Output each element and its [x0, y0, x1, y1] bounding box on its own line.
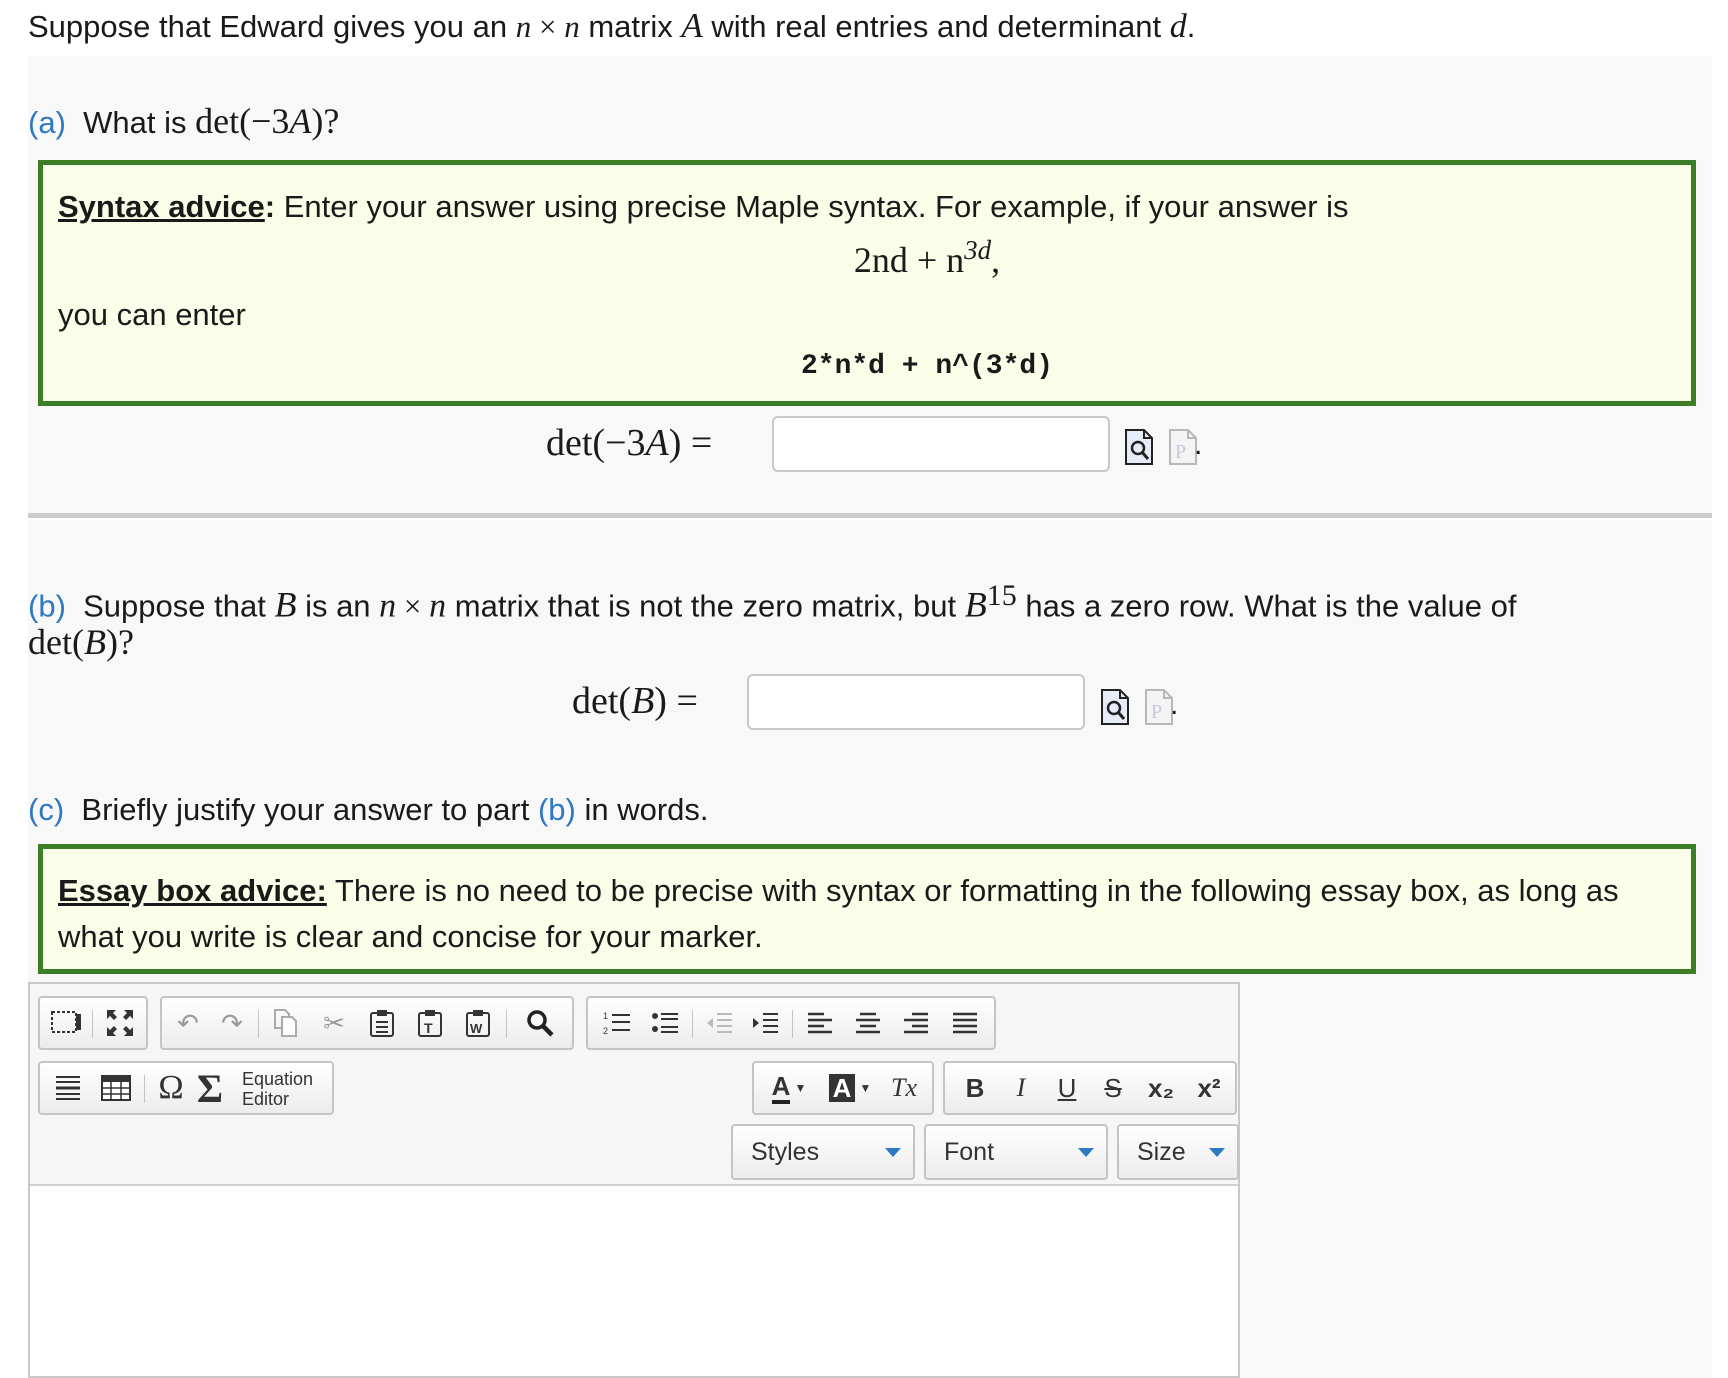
- intro-n2: n: [564, 9, 580, 44]
- preview-icon[interactable]: [1100, 688, 1130, 726]
- underline-button[interactable]: U: [1057, 1072, 1077, 1103]
- equation-editor-label1: Equation: [242, 1069, 314, 1089]
- paste-icon[interactable]: [358, 998, 406, 1048]
- part-b-answer-input[interactable]: [747, 674, 1085, 730]
- part-a-eq-A: A: [645, 422, 669, 464]
- intro-d: d: [1169, 8, 1187, 45]
- superscript-button[interactable]: x²: [1197, 1072, 1221, 1103]
- part-b-eq-B: B: [631, 680, 655, 722]
- syntax-advice-heading: Syntax advice: [58, 189, 265, 224]
- toolbar-group-insert: [38, 1061, 334, 1115]
- intro-text2: matrix: [579, 9, 682, 44]
- syntax-advice-text: Enter your answer using precise Maple syntax. For example, if your answer is: [275, 189, 1349, 224]
- part-b-line2-B: B: [83, 622, 106, 662]
- source-icon[interactable]: [44, 998, 90, 1048]
- intro-A: A: [681, 6, 703, 45]
- part-b-text1: Suppose that: [83, 588, 275, 624]
- part-a-question-text: What is: [83, 105, 196, 140]
- part-b-B2: B: [964, 584, 987, 625]
- part-a-question: [28, 99, 339, 145]
- styles-dropdown[interactable]: [731, 1124, 915, 1180]
- part-b-B: B: [274, 584, 297, 625]
- part-b-period: .: [1170, 688, 1179, 721]
- indent-icon[interactable]: [742, 998, 788, 1048]
- remove-format-button[interactable]: Tx: [891, 1073, 917, 1102]
- align-center-icon[interactable]: [844, 998, 892, 1048]
- part-b-equation: [572, 676, 698, 726]
- horizontal-rule-icon[interactable]: [44, 1063, 92, 1113]
- essay-advice-box: [38, 844, 1696, 974]
- font-color-label: A: [772, 1072, 791, 1104]
- intro-end: .: [1186, 9, 1196, 44]
- cut-icon[interactable]: ✂: [323, 1007, 345, 1038]
- syntax-advice-you-can-enter: you can enter: [58, 297, 246, 332]
- paste-text-icon[interactable]: [406, 998, 454, 1048]
- svg-text:W: W: [470, 1021, 483, 1036]
- part-b-question: [28, 574, 1516, 628]
- example-comma: ,: [991, 240, 1001, 280]
- essay-text-area[interactable]: [30, 1186, 1238, 1376]
- section-divider: [28, 513, 1712, 518]
- undo-icon[interactable]: ↶: [177, 1007, 199, 1038]
- part-b-n: n: [379, 587, 397, 625]
- subscript-button[interactable]: x₂: [1147, 1072, 1174, 1103]
- font-dropdown[interactable]: [924, 1124, 1108, 1180]
- example-math: 2nd + n: [853, 240, 965, 280]
- bulleted-list-icon[interactable]: [642, 998, 688, 1048]
- intro-n: n: [515, 9, 532, 44]
- intro-text: Suppose that Edward gives you an: [28, 9, 516, 44]
- part-a-eq-lhs: det(−3: [546, 422, 646, 464]
- essay-advice-heading: Essay box advice:: [58, 873, 327, 908]
- size-label: Size: [1137, 1138, 1186, 1166]
- part-b-n2: n: [429, 587, 447, 625]
- part-b-times: ×: [396, 588, 430, 624]
- part-a-label: (a): [28, 105, 66, 140]
- align-right-icon[interactable]: [892, 998, 940, 1048]
- essay-advice-text2: what you write is clear and concise for your marker.: [58, 919, 763, 954]
- essay-advice-text1: There is no need to be precise with syntax or formatting in the following essay box, as long as: [326, 873, 1619, 908]
- copy-icon[interactable]: [262, 998, 310, 1048]
- part-a-eq-rhs: ) =: [668, 422, 713, 464]
- font-label: Font: [944, 1138, 995, 1166]
- intro-text3: with real entries and determinant: [702, 9, 1170, 44]
- svg-text:1: 1: [603, 1011, 609, 1021]
- part-a-answer-input[interactable]: [772, 416, 1110, 472]
- part-b-line2-math: det(: [28, 622, 84, 662]
- problem-intro: [28, 4, 1195, 49]
- equation-editor-button[interactable]: [242, 1069, 313, 1109]
- syntax-advice-box: [38, 160, 1696, 406]
- part-a-period: .: [1194, 428, 1203, 461]
- toolbar-group-paragraph: [586, 996, 996, 1050]
- toolbar-group-basicstyles: [943, 1061, 1237, 1115]
- toolbar-group-view: [38, 996, 148, 1050]
- font-color-button[interactable]: A ▼: [762, 1063, 816, 1113]
- background-color-button[interactable]: A ▼: [824, 1063, 876, 1113]
- part-c-text1: Briefly justify your answer to part: [81, 792, 538, 827]
- svg-text:2: 2: [603, 1026, 609, 1036]
- svg-text:P: P: [1175, 441, 1187, 463]
- toolbar-group-clipboard: [160, 996, 574, 1050]
- outdent-icon[interactable]: [696, 998, 742, 1048]
- part-a-question-A: A: [289, 101, 312, 141]
- part-b-question-line2: [28, 620, 134, 666]
- part-a-question-close: )?: [311, 101, 340, 141]
- svg-text:P: P: [1151, 701, 1163, 723]
- intro-times: ×: [531, 9, 565, 44]
- syntax-advice-example: [43, 235, 1691, 281]
- part-c-text2: in words.: [575, 792, 709, 827]
- equation-editor-label2: Editor: [242, 1089, 290, 1109]
- part-b-line2-end: )?: [105, 622, 134, 662]
- toolbar-group-color: [752, 1061, 934, 1115]
- part-c-question: [28, 788, 709, 832]
- part-a-question-math: det(−3: [195, 101, 290, 141]
- part-b-sup: 15: [986, 579, 1017, 612]
- size-dropdown[interactable]: [1117, 1124, 1239, 1180]
- align-left-icon[interactable]: [796, 998, 844, 1048]
- syntax-advice-colon: :: [264, 189, 276, 224]
- bold-button[interactable]: B: [965, 1072, 985, 1103]
- numbered-list-icon[interactable]: [594, 998, 640, 1048]
- bg-color-label: A: [829, 1074, 856, 1102]
- align-justify-icon[interactable]: [940, 998, 990, 1048]
- styles-label: Styles: [751, 1138, 820, 1166]
- sigma-icon[interactable]: Σ: [196, 1065, 224, 1111]
- chevron-down-icon: [1209, 1148, 1225, 1157]
- part-b-eq-lhs: det(: [572, 680, 632, 722]
- paste-word-icon[interactable]: [454, 998, 502, 1048]
- part-a-equation: [546, 418, 712, 468]
- part-b-label: (b): [28, 588, 66, 624]
- omega-icon[interactable]: Ω: [158, 1069, 184, 1106]
- svg-text:T: T: [424, 1020, 433, 1036]
- maximize-icon[interactable]: [96, 998, 144, 1048]
- part-c-ref: (b): [537, 792, 576, 827]
- chevron-down-icon: [1078, 1148, 1094, 1157]
- part-b-eq-rhs: ) =: [654, 680, 698, 722]
- example-sup: 3d: [964, 235, 992, 265]
- table-icon[interactable]: [92, 1063, 140, 1113]
- chevron-down-icon: [885, 1148, 901, 1157]
- italic-button[interactable]: I: [1016, 1073, 1026, 1102]
- strikethrough-button[interactable]: S: [1104, 1072, 1122, 1103]
- search-icon[interactable]: [512, 998, 568, 1048]
- part-b-text2: is an: [296, 588, 380, 624]
- syntax-advice-code: 2*n*d + n^(3*d): [800, 351, 1054, 382]
- part-b-text3: matrix that is not the zero matrix, but: [446, 588, 965, 624]
- preview-icon[interactable]: [1124, 428, 1154, 466]
- part-b-text4: has a zero row. What is the value of: [1016, 588, 1517, 624]
- redo-icon[interactable]: ↷: [221, 1007, 243, 1038]
- part-c-label: (c): [28, 792, 65, 827]
